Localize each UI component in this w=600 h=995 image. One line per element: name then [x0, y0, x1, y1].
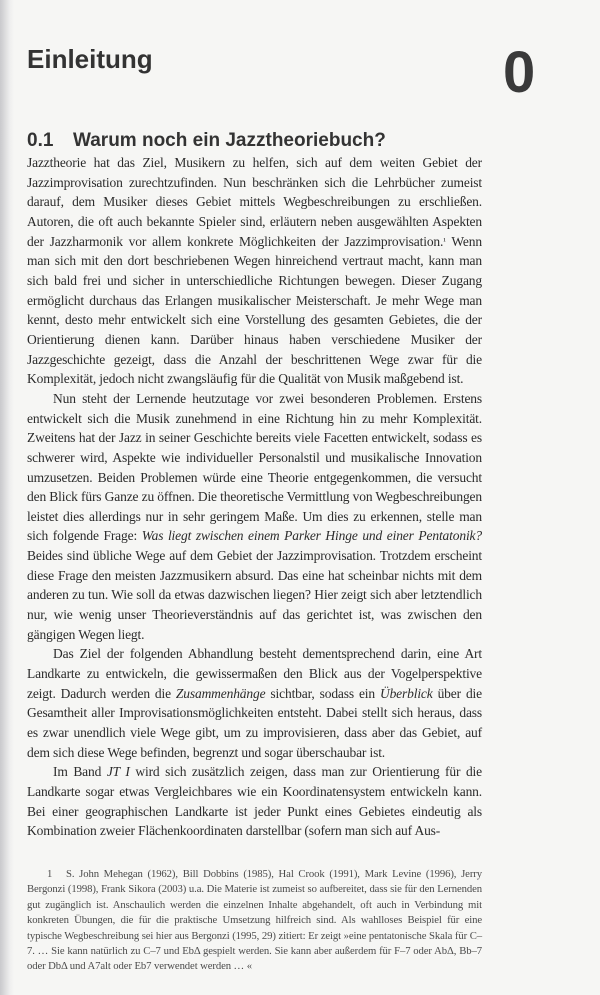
text-run: sichtbar, sodass ein: [265, 685, 380, 701]
section-number: 0.1: [27, 130, 54, 151]
text-run: Beides sind übliche Wege auf dem Gebiet der Jazzimprovisation. Trotzdem erscheint diese Frage den meisten Jazzmusikern absurd. Das eine hat scheinbar nichts mit dem anderen zu tun. Wie soll da etwas dazwischen liegen? Hier zeigt sich aber letztendlich nur, wie wenig unser Theorieverständnis auf das gerichtet ist, was zwischen den gängigen Wegen liegt.: [27, 548, 482, 642]
text-run: wird sich zusätzlich zeigen, dass man zur Orientierung für die Landkarte sogar etwas Vergleichbares wie ein Koordinatensystem entwickeln kann. Bei einer geographischen Landkarte ist jeder Punkt eines Gebietes eindeutig als Kombination zweier Flächenkoordinaten darstellbar (sofern man sich auf Aus-: [27, 764, 483, 839]
paragraph: [27, 389, 482, 645]
text-run: Nun steht der Lernende heutzutage vor zwei besonderen Problemen. Erstens entwickelt sich die Musik zunehmend in eine Richtung hin zu mehr Komplexität. Zweitens hat der Jazz in seiner Geschichte bereits viele Facetten entwickelt, sodass es schwerer wird, Aspekte wie individueller Personalstil und musikalische Innovation umzusetzen. Beiden Problemen würde eine Theorie entgegenkommen, die versucht den Blick fürs Ganze zu öffnen. Die theoretische Vermittlung von Wegbeschreibungen leistet dies allerdings nur in sehr geringem Maße. Um dies zu erkennen, stelle man sich folgende Frage:: [27, 390, 482, 544]
footnote-ref: ¹: [443, 235, 446, 246]
text-run: über die Gesamtheit aller Improvisationsmöglichkeiten entsteht. Dabei stellt sich heraus, dass es zwar unendlich viele Wege gibt, um zu improvisieren, dass aber das Gebiet, auf dem sich diese Wege befinden, begrenzt und sogar überschaubar ist.: [27, 685, 482, 760]
page-binding-shadow: [0, 0, 14, 995]
footnote-number: 1: [47, 867, 53, 880]
footnote-text: S. John Mehegan (1962), Bill Dobbins (1985), Hal Crook (1991), Mark Levine (1996), Jerry Bergonzi (1998), Frank Sikora (2003) u.a. Die Materie ist zumeist so aufbereitet, dass sie für den Lernenden gut zugänglich ist. Anschaulich werden die einzelnen Inhalte abgehandelt, oft auch in Verbindung mit konkreten Übungen, die für die praktische Umsetzung hilfreich sind. Als wahlloses Beispiel für eine typische Wegbeschreibung sei hier aus Bergonzi (1995, 29) zitiert: Er zeigt »eine pentatonische Skala für C–7. … Sie kann natürlich zu C–7 und EbΔ gespielt werden. Sie kann aber außerdem für F–7 oder AbΔ, Bb–7 oder DbΔ und A7alt oder Eb7 verwendet werden … «: [27, 867, 482, 973]
text-run: Jazztheorie hat das Ziel, Musikern zu helfen, sich auf dem weiten Gebiet der Jazzimprovisation zurechtzufinden. Nun beschränken sich die Lehrbücher zumeist darauf, dem Musiker dieses Gebiet mittels Wegbeschreibungen zu erschließen. Autoren, die oft auch bekannte Spieler sind, erläutern neben ausgewählten Aspekten der Jazzharmonik vor allem konkrete Möglichkeiten der Jazzimprovisation.: [27, 155, 482, 249]
paragraph: [27, 762, 482, 841]
italic-text: JT I: [106, 764, 130, 780]
chapter-number: 0: [503, 40, 536, 105]
italic-text: Zusammenhänge: [175, 685, 266, 701]
text-run: Im Band: [53, 764, 107, 780]
chapter-title: Einleitung: [27, 44, 153, 74]
section-title: Warum noch ein Jazztheoriebuch?: [73, 130, 386, 151]
italic-text: Was liegt zwischen einem Parker Hinge und einer Pentatonik?: [141, 528, 482, 544]
text-column: [27, 0, 482, 995]
text-run: Wenn man sich mit den dort beschriebenen Wegen hinreichend vertraut macht, kann man sich bald frei und sicher in unterschiedliche Richtungen bewegen. Dieser Zugang ermöglicht durchaus das Erlangen musikalischer Meisterschaft. Je mehr Wege man kennt, desto mehr entwickelt sich eine Vorstellung des gesamten Gebietes, die der Orientierung dienen kann. Darüber hinaus haben verschiedene Musiker der Jazzgeschichte gezeigt, dass die Anzahl der beschrittenen Wege zwar für die Komplexität, jedoch nicht zwangsläufig für die Qualität von Musik maßgebend ist.: [27, 233, 482, 387]
paragraph: [27, 644, 482, 762]
paragraph: [27, 153, 482, 389]
italic-text: Überblick: [379, 685, 433, 701]
body-text: [27, 153, 482, 841]
footnote: [27, 867, 482, 975]
text-run: Das Ziel der folgenden Abhandlung besteht dementsprechend darin, eine Art Landkarte zu entwickeln, die gewissermaßen den Blick aus der Vogelperspektive zeigt. Dadurch werden die: [27, 646, 482, 701]
